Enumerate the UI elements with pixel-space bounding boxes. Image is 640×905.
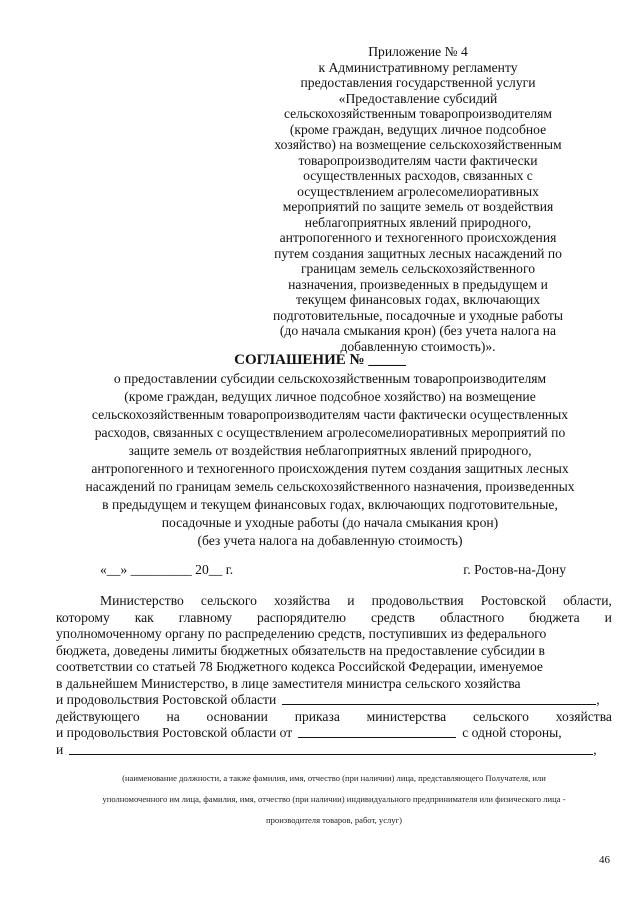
appendix-line: добавленную стоимость)». bbox=[340, 338, 496, 354]
recipient-field[interactable] bbox=[69, 742, 593, 755]
word: основании bbox=[206, 708, 268, 724]
subtitle-line: насаждений по границам земель сельскохозяйственного назначения, произведенных bbox=[85, 479, 575, 494]
subtitle-line: (без учета налога на добавленную стоимость) bbox=[197, 533, 463, 548]
document-title: СОГЛАШЕНИЕ № _____ bbox=[234, 352, 406, 368]
word: приказа bbox=[294, 708, 340, 724]
caption-line: (наименование должности, а также фамилия, имя, отчество (при наличии) лица, представляющего Получателя, или bbox=[122, 773, 546, 783]
subtitle-line: расходов, связанных с осуществлением агролесомелиоративных мероприятий по bbox=[94, 425, 566, 440]
appendix-line: (кроме граждан, ведущих личное подсобное bbox=[289, 121, 547, 137]
subtitle-line: о предоставлении субсидии сельскохозяйственным товаропроизводителям bbox=[113, 371, 547, 386]
appendix-line: хозяйство) на возмещение сельскохозяйственным bbox=[274, 137, 562, 152]
appendix-line: осуществлением агролесомелиоративных bbox=[297, 183, 539, 199]
word: министерства bbox=[366, 708, 447, 724]
word: распорядителю bbox=[256, 609, 347, 625]
conjunction: и bbox=[56, 741, 64, 757]
appendix-line: товаропроизводителям части фактически bbox=[298, 152, 538, 168]
word: которому bbox=[56, 609, 110, 625]
appendix-line: путем создания защитных лесных насаждений по bbox=[274, 245, 562, 261]
appendix-header bbox=[250, 44, 586, 354]
appendix-line: текущем финансовых годах, включающих bbox=[295, 292, 541, 307]
order-date-field[interactable] bbox=[298, 725, 456, 738]
appendix-line: назначения, произведенных в предыдущем и bbox=[288, 276, 548, 292]
body-line-4: бюджета, доведены лимиты бюджетных обязательств на предоставление субсидии в bbox=[56, 642, 545, 658]
punctuation: , bbox=[593, 741, 597, 757]
word: действующего bbox=[56, 708, 140, 724]
body-line-3: уполномоченному органу по распределению средств, поступивших из федерального bbox=[56, 626, 547, 641]
appendix-line: (до начала смыкания крон) (без учета налога на bbox=[279, 323, 557, 338]
word: как bbox=[134, 609, 154, 625]
body-line-10 bbox=[56, 742, 612, 759]
appendix-line: неблагоприятных явлений природного, bbox=[304, 214, 532, 230]
word: и bbox=[604, 609, 612, 625]
caption-line: производителя товаров, работ, услуг) bbox=[266, 815, 402, 825]
page-number: 46 bbox=[599, 854, 610, 866]
field-caption bbox=[56, 768, 612, 831]
party-one-label: с одной стороны, bbox=[462, 725, 562, 740]
body-line-7 bbox=[56, 692, 612, 709]
word: на bbox=[166, 708, 180, 724]
body-line-8 bbox=[56, 709, 612, 726]
appendix-line: предоставления государственной услуги bbox=[300, 75, 536, 90]
word: и bbox=[347, 593, 355, 608]
appendix-line: к Административному регламенту bbox=[318, 59, 518, 75]
appendix-line: мероприятий по защите земель от воздействия bbox=[282, 199, 554, 214]
document-subtitle bbox=[56, 370, 604, 550]
body-line-2 bbox=[56, 610, 612, 627]
appendix-line: границам земель сельскохозяйственного bbox=[300, 261, 535, 276]
order-label: и продовольствия Ростовской области от bbox=[56, 725, 293, 740]
word: сельского bbox=[472, 708, 529, 724]
word: Ростовской bbox=[480, 593, 547, 608]
word: областного bbox=[439, 609, 505, 625]
body-line-5: соответствии со статьей 78 Бюджетного кодекса Российской Федерации, именуемое bbox=[56, 659, 543, 674]
caption-line: уполномоченного им лица, фамилия, имя, отчество (при наличии) индивидуального предпринимателя или физического лица - bbox=[102, 794, 566, 804]
word: сельского bbox=[200, 593, 257, 608]
word: бюджета bbox=[529, 609, 580, 625]
subtitle-line: сельскохозяйственным товаропроизводителям части фактически осуществленных bbox=[91, 407, 569, 422]
appendix-line: Приложение № 4 bbox=[368, 44, 468, 59]
agreement-body bbox=[56, 593, 612, 758]
official-label: и продовольствия Ростовской области bbox=[56, 692, 277, 707]
word: Министерство bbox=[100, 593, 184, 608]
word: продовольствия bbox=[371, 593, 464, 608]
word: средств bbox=[370, 609, 415, 625]
appendix-line: сельскохозяйственным товаропроизводителям bbox=[283, 106, 553, 121]
agreement-date: «__» _________ 20__ г. bbox=[100, 562, 234, 577]
subtitle-line: защите земель от воздействия неблагоприятных явлений природного, bbox=[128, 443, 532, 458]
subtitle-line: в предыдущем и текущем финансовых годах, включающих подготовительные, bbox=[102, 497, 558, 512]
official-name-field[interactable] bbox=[282, 692, 596, 705]
agreement-place: г. Ростов-на-Дону bbox=[463, 562, 566, 577]
appendix-line: «Предоставление субсидий bbox=[338, 90, 498, 106]
word: главному bbox=[178, 609, 233, 625]
appendix-line: антропогенного и техногенного происхождения bbox=[279, 230, 557, 245]
body-line-9 bbox=[56, 725, 612, 742]
subtitle-line: посадочные и уходные работы (до начала смыкания крон) bbox=[161, 515, 499, 530]
subtitle-line: антропогенного и техногенного происхождения путем создания защитных лесных bbox=[91, 461, 569, 476]
word: области, bbox=[563, 593, 612, 608]
appendix-line: осуществленных расходов, связанных с bbox=[303, 168, 533, 183]
punctuation: , bbox=[596, 692, 600, 707]
body-line-1 bbox=[56, 593, 612, 610]
body-line-6: в дальнейшем Министерство, в лице заместителя министра сельского хозяйства bbox=[56, 675, 521, 691]
subtitle-line: (кроме граждан, ведущих личное подсобное хозяйство) на возмещение bbox=[124, 389, 536, 404]
appendix-line: подготовительные, посадочные и уходные работы bbox=[273, 307, 563, 323]
word: хозяйства bbox=[273, 593, 331, 608]
word: хозяйства bbox=[555, 708, 612, 724]
